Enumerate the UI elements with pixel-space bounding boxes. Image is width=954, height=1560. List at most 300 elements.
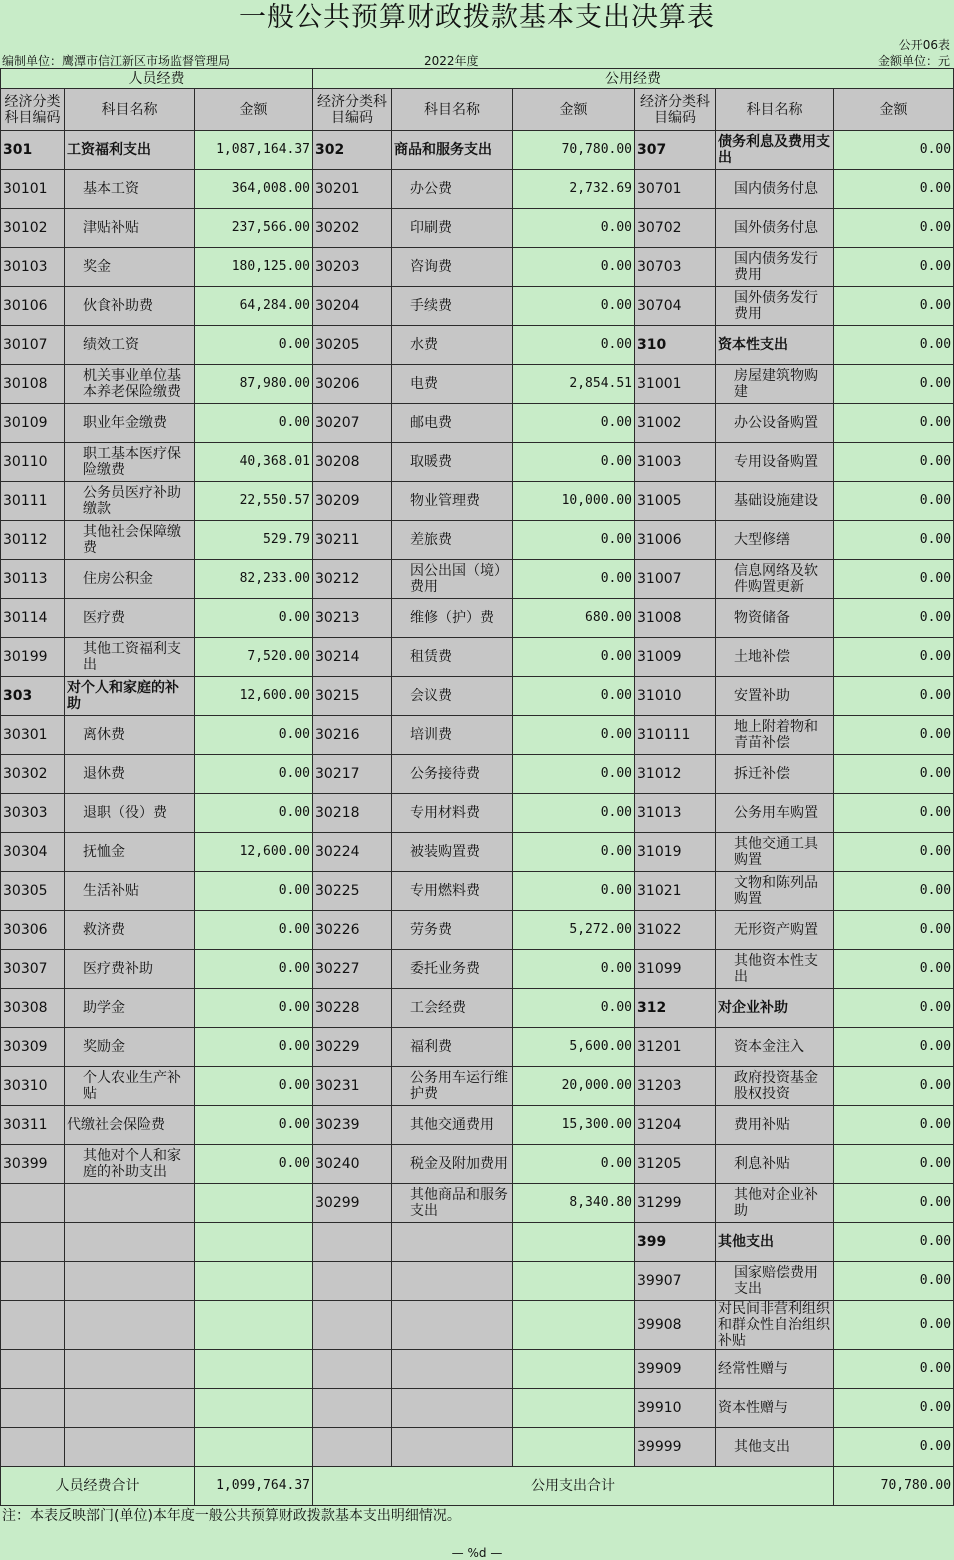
econ-code: 31201 [635,1028,716,1067]
item-name: 委托业务费 [392,950,513,989]
item-name: 抚恤金 [65,833,195,872]
table-row [1,599,954,638]
econ-code: 30305 [1,872,65,911]
amount: 0.00 [513,833,635,872]
econ-code: 30204 [313,287,392,326]
econ-code: 39909 [635,1350,716,1389]
section-public: 公用经费 [313,69,954,89]
table-row [1,950,954,989]
econ-code: 30201 [313,170,392,209]
table-row [1,989,954,1028]
amount: 0.00 [834,170,954,209]
totals-row [1,1467,954,1506]
amount: 0.00 [513,950,635,989]
public-total-amount: 70,780.00 [834,1467,954,1506]
amount [513,1389,635,1428]
amount: 87,980.00 [195,365,313,404]
table-row [1,1028,954,1067]
econ-code: 39908 [635,1301,716,1350]
econ-code: 30310 [1,1067,65,1106]
header-name: 科目名称 [392,89,513,131]
econ-code: 30209 [313,482,392,521]
table-row [1,287,954,326]
amount: 0.00 [513,443,635,482]
econ-code: 30225 [313,872,392,911]
econ-code: 312 [635,989,716,1028]
item-name: 助学金 [65,989,195,1028]
amount: 5,272.00 [513,911,635,950]
header-code: 经济分类科目编码 [635,89,716,131]
econ-code: 30703 [635,248,716,287]
amount [195,1428,313,1467]
item-name: 大型修缮 [716,521,834,560]
item-name: 绩效工资 [65,326,195,365]
item-name: 公务员医疗补助缴款 [65,482,195,521]
table-row [1,1301,954,1350]
item-name [65,1223,195,1262]
amount: 0.00 [513,989,635,1028]
table-row [1,521,954,560]
econ-code: 31022 [635,911,716,950]
item-name [392,1301,513,1350]
item-name: 资本金注入 [716,1028,834,1067]
item-name: 咨询费 [392,248,513,287]
econ-code: 310 [635,326,716,365]
amount: 0.00 [513,326,635,365]
item-name [392,1350,513,1389]
amount [195,1350,313,1389]
item-name: 其他资本性支出 [716,950,834,989]
amount [195,1184,313,1223]
amount [513,1262,635,1301]
amount: 0.00 [195,326,313,365]
item-name: 会议费 [392,677,513,716]
amount: 40,368.01 [195,443,313,482]
amount: 0.00 [834,326,954,365]
item-name: 国家赔偿费用支出 [716,1262,834,1301]
item-name: 邮电费 [392,404,513,443]
econ-code: 31204 [635,1106,716,1145]
econ-code: 30208 [313,443,392,482]
amount: 0.00 [513,404,635,443]
item-name: 住房公积金 [65,560,195,599]
econ-code: 30207 [313,404,392,443]
amount: 0.00 [513,1145,635,1184]
amount: 0.00 [195,716,313,755]
amount: 0.00 [834,1223,954,1262]
item-name: 土地补偿 [716,638,834,677]
amount: 12,600.00 [195,677,313,716]
amount: 0.00 [834,209,954,248]
econ-code: 30308 [1,989,65,1028]
table-row [1,404,954,443]
item-name: 维修（护）费 [392,599,513,638]
econ-code [1,1428,65,1467]
amount: 10,000.00 [513,482,635,521]
econ-code: 31006 [635,521,716,560]
econ-code: 30702 [635,209,716,248]
item-name: 退休费 [65,755,195,794]
item-name: 机关事业单位基本养老保险缴费 [65,365,195,404]
amount [195,1223,313,1262]
econ-code: 31299 [635,1184,716,1223]
econ-code: 30301 [1,716,65,755]
amount: 0.00 [834,1428,954,1467]
amount: 0.00 [513,872,635,911]
item-name: 资本性支出 [716,326,834,365]
header-amount: 金额 [195,89,313,131]
item-name: 房屋建筑物购建 [716,365,834,404]
item-name: 差旅费 [392,521,513,560]
table-row [1,755,954,794]
econ-code [1,1301,65,1350]
amount: 364,008.00 [195,170,313,209]
personnel-total-amount: 1,099,764.37 [195,1467,313,1506]
table-row [1,131,954,170]
item-name: 文物和陈列品购置 [716,872,834,911]
econ-code: 301 [1,131,65,170]
item-name: 其他工资福利支出 [65,638,195,677]
econ-code: 30108 [1,365,65,404]
amount: 680.00 [513,599,635,638]
econ-code: 30228 [313,989,392,1028]
econ-code: 30109 [1,404,65,443]
amount: 0.00 [834,482,954,521]
econ-code: 30202 [313,209,392,248]
econ-code: 30111 [1,482,65,521]
amount: 0.00 [195,755,313,794]
item-name: 代缴社会保险费 [65,1106,195,1145]
econ-code: 31099 [635,950,716,989]
item-name: 经常性赠与 [716,1350,834,1389]
amount: 1,087,164.37 [195,131,313,170]
econ-code [1,1184,65,1223]
amount: 15,300.00 [513,1106,635,1145]
item-name: 生活补贴 [65,872,195,911]
econ-code: 31203 [635,1067,716,1106]
amount: 0.00 [834,872,954,911]
econ-code: 31003 [635,443,716,482]
econ-code [1,1350,65,1389]
item-name: 培训费 [392,716,513,755]
econ-code: 30212 [313,560,392,599]
item-name: 国外债务发行费用 [716,287,834,326]
econ-code: 31008 [635,599,716,638]
item-name: 专用燃料费 [392,872,513,911]
econ-code [313,1301,392,1350]
econ-code [1,1262,65,1301]
header-name: 科目名称 [716,89,834,131]
table-row [1,1350,954,1389]
table-row [1,560,954,599]
form-code: 公开06表 [898,38,950,52]
econ-code: 30211 [313,521,392,560]
amount: 529.79 [195,521,313,560]
econ-code: 30226 [313,911,392,950]
amount: 0.00 [513,521,635,560]
econ-code: 30240 [313,1145,392,1184]
econ-code: 31002 [635,404,716,443]
item-name: 对个人和家庭的补助 [65,677,195,716]
item-name: 职业年金缴费 [65,404,195,443]
amount: 0.00 [513,755,635,794]
amount: 5,600.00 [513,1028,635,1067]
amount: 12,600.00 [195,833,313,872]
item-name: 医疗费补助 [65,950,195,989]
amount [513,1428,635,1467]
page-title: 一般公共预算财政拨款基本支出决算表 [239,2,715,33]
amount: 7,520.00 [195,638,313,677]
item-name: 其他交通费用 [392,1106,513,1145]
item-name: 其他对个人和家庭的补助支出 [65,1145,195,1184]
econ-code: 30303 [1,794,65,833]
item-name: 因公出国（境）费用 [392,560,513,599]
econ-code: 30309 [1,1028,65,1067]
item-name: 利息补贴 [716,1145,834,1184]
econ-code: 30203 [313,248,392,287]
econ-code: 302 [313,131,392,170]
amount: 0.00 [834,1350,954,1389]
header-amount: 金额 [513,89,635,131]
item-name: 国外债务付息 [716,209,834,248]
econ-code [313,1223,392,1262]
footnote: 注：本表反映部门(单位)本年度一般公共预算财政拨款基本支出明细情况。 [2,1508,461,1524]
econ-code: 31021 [635,872,716,911]
econ-code: 303 [1,677,65,716]
econ-code [313,1350,392,1389]
item-name: 奖励金 [65,1028,195,1067]
item-name: 退职（役）费 [65,794,195,833]
item-name: 职工基本医疗保险缴费 [65,443,195,482]
table-row [1,1067,954,1106]
amount: 0.00 [195,1028,313,1067]
item-name [65,1428,195,1467]
item-name: 离休费 [65,716,195,755]
table-row [1,833,954,872]
personnel-total-label: 人员经费合计 [1,1467,195,1506]
amount: 0.00 [513,794,635,833]
econ-code: 30704 [635,287,716,326]
page-number: — %d — [451,1546,503,1560]
econ-code: 30114 [1,599,65,638]
item-name [392,1389,513,1428]
econ-code: 31012 [635,755,716,794]
econ-code [1,1223,65,1262]
item-name: 专用材料费 [392,794,513,833]
item-name: 债务利息及费用支出 [716,131,834,170]
item-name [65,1301,195,1350]
amount: 0.00 [834,716,954,755]
econ-code: 30216 [313,716,392,755]
econ-code: 30101 [1,170,65,209]
amount: 0.00 [834,1067,954,1106]
amount [195,1262,313,1301]
amount [513,1350,635,1389]
amount: 0.00 [834,911,954,950]
table-row [1,872,954,911]
amount: 0.00 [834,989,954,1028]
econ-code: 31010 [635,677,716,716]
item-name: 被装购置费 [392,833,513,872]
item-name: 国内债务付息 [716,170,834,209]
econ-code: 39907 [635,1262,716,1301]
amount: 0.00 [195,1106,313,1145]
amount: 0.00 [834,1145,954,1184]
item-name: 其他社会保障缴费 [65,521,195,560]
econ-code: 30231 [313,1067,392,1106]
item-name: 其他交通工具购置 [716,833,834,872]
item-name [65,1184,195,1223]
amount: 237,566.00 [195,209,313,248]
item-name: 伙食补助费 [65,287,195,326]
amount: 0.00 [513,209,635,248]
item-name: 拆迁补偿 [716,755,834,794]
amount: 0.00 [834,950,954,989]
item-name: 对企业补助 [716,989,834,1028]
amount: 0.00 [834,1184,954,1223]
econ-code [313,1428,392,1467]
header-code: 经济分类科目编码 [1,89,65,131]
table-row [1,1428,954,1467]
item-name: 工资福利支出 [65,131,195,170]
econ-code: 30227 [313,950,392,989]
econ-code: 30213 [313,599,392,638]
item-name: 国内债务发行费用 [716,248,834,287]
econ-code: 30701 [635,170,716,209]
item-name: 办公费 [392,170,513,209]
item-name: 基本工资 [65,170,195,209]
amount: 0.00 [513,716,635,755]
amount: 0.00 [834,131,954,170]
econ-code: 30110 [1,443,65,482]
item-name: 印刷费 [392,209,513,248]
item-name [392,1428,513,1467]
item-name: 津贴补贴 [65,209,195,248]
econ-code [313,1389,392,1428]
amount: 0.00 [513,248,635,287]
amount: 64,284.00 [195,287,313,326]
item-name: 奖金 [65,248,195,287]
amount: 0.00 [834,1028,954,1067]
item-name: 物资储备 [716,599,834,638]
item-name: 办公设备购置 [716,404,834,443]
table-row [1,677,954,716]
econ-code: 30103 [1,248,65,287]
item-name: 费用补贴 [716,1106,834,1145]
econ-code: 399 [635,1223,716,1262]
amount: 0.00 [513,560,635,599]
item-name: 对民间非营利组织和群众性自治组织补贴 [716,1301,834,1350]
item-name [392,1223,513,1262]
econ-code: 39999 [635,1428,716,1467]
amount: 0.00 [834,560,954,599]
amount: 0.00 [834,638,954,677]
amount [513,1301,635,1350]
amount: 0.00 [195,1145,313,1184]
table-row [1,443,954,482]
fiscal-year: 2022年度 [424,54,479,68]
item-name [65,1350,195,1389]
amount: 180,125.00 [195,248,313,287]
amount: 0.00 [834,365,954,404]
amount [195,1301,313,1350]
amount [513,1223,635,1262]
table-row [1,1106,954,1145]
item-name: 无形资产购置 [716,911,834,950]
table-row [1,1389,954,1428]
econ-code: 30215 [313,677,392,716]
econ-code: 31001 [635,365,716,404]
item-name: 公务用车购置 [716,794,834,833]
item-name: 商品和服务支出 [392,131,513,170]
amount: 0.00 [834,1301,954,1350]
compiling-unit: 编制单位：鹰潭市信江新区市场监督管理局 [2,54,231,68]
item-name: 其他商品和服务支出 [392,1184,513,1223]
currency-unit: 金额单位：元 [877,54,950,68]
econ-code: 30217 [313,755,392,794]
amount: 0.00 [195,872,313,911]
econ-code: 307 [635,131,716,170]
amount: 70,780.00 [513,131,635,170]
econ-code: 30102 [1,209,65,248]
expenditure-table [0,68,954,1506]
table-row [1,326,954,365]
table-row [1,482,954,521]
item-name: 公务接待费 [392,755,513,794]
amount: 0.00 [513,287,635,326]
item-name: 租赁费 [392,638,513,677]
amount: 0.00 [834,1389,954,1428]
table-row [1,209,954,248]
econ-code: 31009 [635,638,716,677]
item-name: 救济费 [65,911,195,950]
amount: 0.00 [834,248,954,287]
item-name: 水费 [392,326,513,365]
item-name: 基础设施建设 [716,482,834,521]
econ-code: 30206 [313,365,392,404]
item-name: 工会经费 [392,989,513,1028]
table-row [1,248,954,287]
item-name: 信息网络及软件购置更新 [716,560,834,599]
item-name: 政府投资基金股权投资 [716,1067,834,1106]
econ-code: 30113 [1,560,65,599]
item-name: 医疗费 [65,599,195,638]
amount: 0.00 [195,794,313,833]
item-name: 物业管理费 [392,482,513,521]
amount: 0.00 [834,833,954,872]
table-row [1,1262,954,1301]
amount: 8,340.80 [513,1184,635,1223]
item-name: 资本性赠与 [716,1389,834,1428]
econ-code: 30306 [1,911,65,950]
amount: 2,732.69 [513,170,635,209]
amount: 0.00 [834,794,954,833]
amount: 20,000.00 [513,1067,635,1106]
econ-code: 31013 [635,794,716,833]
amount: 0.00 [834,443,954,482]
econ-code [1,1389,65,1428]
econ-code: 31019 [635,833,716,872]
econ-code: 30299 [313,1184,392,1223]
econ-code: 31005 [635,482,716,521]
amount: 0.00 [195,599,313,638]
amount: 0.00 [513,638,635,677]
amount: 22,550.57 [195,482,313,521]
item-name: 其他支出 [716,1223,834,1262]
econ-code: 30307 [1,950,65,989]
econ-code: 30239 [313,1106,392,1145]
amount: 0.00 [834,287,954,326]
